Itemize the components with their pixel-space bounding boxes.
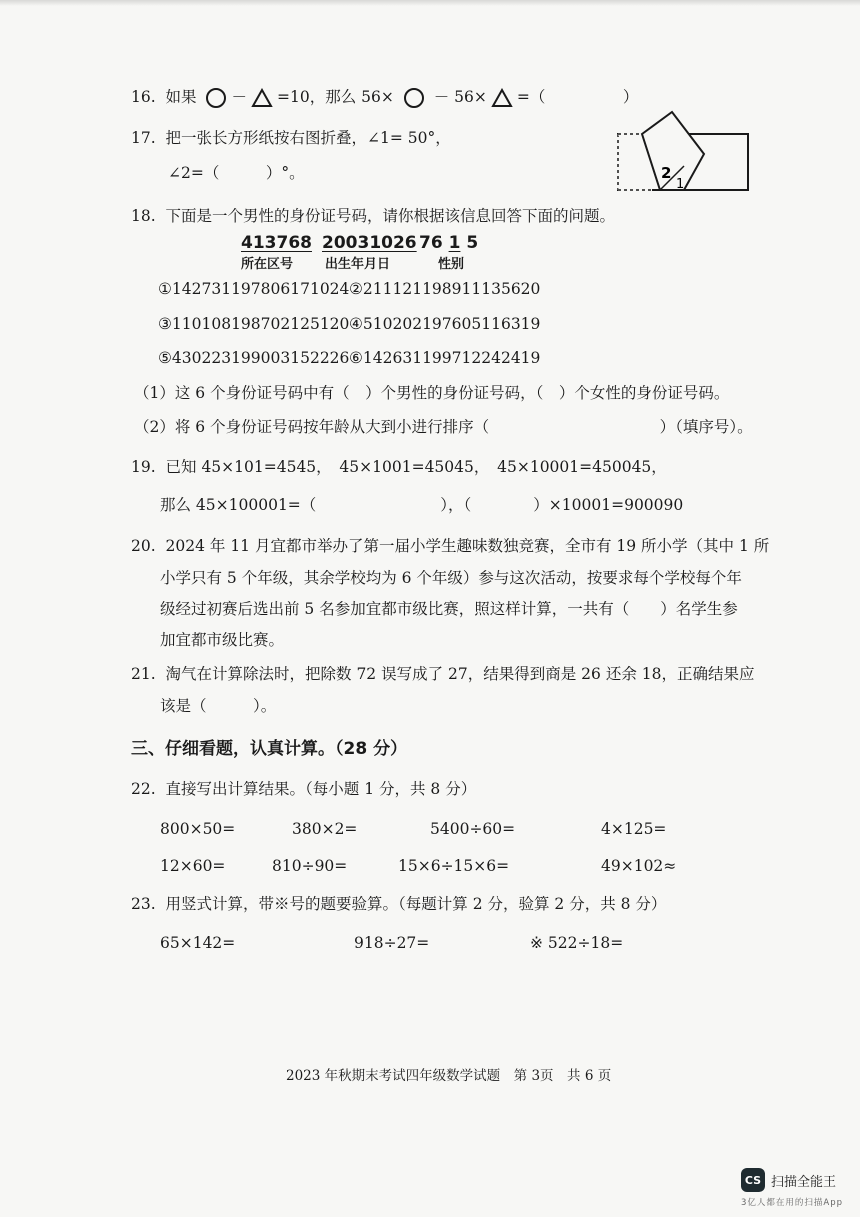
mental-calc-item: 15×6÷15×6= bbox=[398, 857, 510, 875]
scanner-watermark bbox=[741, 1168, 836, 1192]
question-17-line1: 17. 把一张长方形纸按右图折叠，∠1= 50°， bbox=[131, 129, 451, 147]
triangle-icon bbox=[251, 88, 273, 108]
mental-calc-item: 4×125= bbox=[601, 820, 667, 838]
triangle-icon bbox=[491, 88, 513, 108]
mental-calc-item: 5400÷60= bbox=[430, 820, 516, 838]
id-number: ②211121198911135620 bbox=[349, 280, 541, 298]
written-calc-item: ※ 522÷18= bbox=[530, 934, 624, 952]
question-21-line1: 21. 淘气在计算除法时，把除数 72 误写成了 27，结果得到商是 26 还余 18，正确结果应 bbox=[131, 665, 755, 683]
circle-icon bbox=[205, 87, 227, 109]
question-20-line3: 级经过初赛后选出前 5 名参加宜都市级比赛，照这样计算，一共有（ ）名学生参 bbox=[160, 600, 738, 618]
folded-paper-figure bbox=[612, 108, 752, 196]
page-footer: 2023 年秋期末考试四年级数学试题 第 3页 共 6 页 bbox=[286, 1068, 612, 1084]
scanner-brand: 扫描全能王 bbox=[771, 1174, 837, 1190]
question-20-line4: 加宜都市级比赛。 bbox=[160, 631, 285, 649]
area-label: 所在区号 bbox=[241, 257, 294, 272]
mental-calc-item: 800×50= bbox=[160, 820, 236, 838]
question-20-line1: 20. 2024 年 11 月宜都市举办了第一届小学生趣味数独竞赛，全市有 19 所小学（其中 1 所 bbox=[131, 537, 770, 555]
question-19-line2: 那么 45×100001=（ ），（ ）×10001=900090 bbox=[160, 496, 684, 514]
id-number: ④510202197605116319 bbox=[349, 315, 541, 333]
written-calc-item: 65×142= bbox=[160, 934, 236, 952]
question-22: 22. 直接写出计算结果。（每小题 1 分，共 8 分） bbox=[131, 780, 477, 798]
mental-calc-item: 49×102≈ bbox=[601, 857, 677, 875]
mental-calc-item: 12×60= bbox=[160, 857, 226, 875]
question-20-line2: 小学只有 5 个年级，其余学校均为 6 个年级）参与这次活动，按要求每个学校每个年 bbox=[160, 569, 742, 587]
sex-label: 性别 bbox=[438, 257, 465, 272]
id-number: ⑥142631199712242419 bbox=[349, 349, 541, 367]
angle-1-label: 1 bbox=[676, 177, 685, 192]
circle-icon bbox=[403, 87, 425, 109]
written-calc-item: 918÷27= bbox=[354, 934, 430, 952]
scan-edge bbox=[0, 0, 860, 6]
angle-2-label: 2 bbox=[661, 164, 672, 182]
birth-label: 出生年月日 bbox=[325, 257, 391, 272]
scanner-tagline: 3亿人都在用的扫描App bbox=[741, 1198, 844, 1208]
sample-area-code: 413768 bbox=[241, 233, 312, 253]
id-number: ③110108198702125120 bbox=[158, 315, 350, 333]
id-number: ①142731197806171024 bbox=[158, 280, 350, 298]
question-16: 16. 如果 － =10，那么 56× － 56× =（ ） bbox=[131, 86, 638, 109]
question-23: 23. 用竖式计算，带※号的题要验算。（每题计算 2 分，验算 2 分，共 8 分） bbox=[131, 895, 667, 913]
question-19-line1: 19. 已知 45×101=4545， 45×1001=45045， 45×10001=450045， bbox=[131, 458, 667, 476]
sample-sequence: 76 1 5 bbox=[419, 233, 479, 253]
question-18: 18. 下面是一个男性的身份证号码，请你根据该信息回答下面的问题。 bbox=[131, 207, 616, 225]
camscanner-logo-icon: CS bbox=[741, 1168, 765, 1192]
question-21-line2: 该是（ ）。 bbox=[160, 697, 277, 715]
question-18-sub2: （2）将 6 个身份证号码按年龄从大到小进行排序（ ）（填序号）。 bbox=[134, 418, 753, 436]
section-title: 三、仔细看题，认真计算。（28 分） bbox=[131, 739, 408, 759]
question-18-sub1: （1）这 6 个身份证号码中有（ ）个男性的身份证号码，（ ）个女性的身份证号码。 bbox=[134, 384, 730, 402]
mental-calc-item: 810÷90= bbox=[272, 857, 348, 875]
id-number: ⑤430223199003152226 bbox=[158, 349, 350, 367]
sample-birth-date: 20031026 bbox=[322, 233, 417, 253]
mental-calc-item: 380×2= bbox=[292, 820, 358, 838]
question-17-line2: ∠2=（ ）°。 bbox=[168, 164, 305, 182]
